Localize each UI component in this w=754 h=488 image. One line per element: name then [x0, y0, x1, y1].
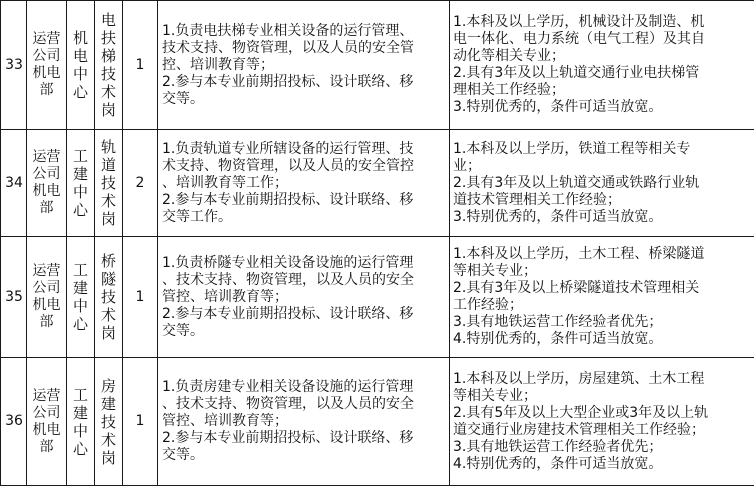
duty-line: 1.负责房建专业相关设备设施的运行管理 — [162, 379, 414, 395]
duty-line: 2.参与本专业前期招投标、设计联络、移 — [162, 73, 414, 90]
center-char: 中 — [72, 297, 88, 315]
post-char: 术 — [100, 430, 116, 449]
center-char: 建 — [72, 279, 88, 297]
post-char: 道 — [100, 156, 116, 174]
requirement-line: 理相关工作经验； — [453, 82, 565, 98]
duty-line: 技术支持、物资管理，以及人员的安全管 — [162, 39, 414, 56]
duty-line: 2.参与本专业前期招投标、设计联络、移 — [162, 305, 414, 322]
post-char: 轨 — [100, 138, 116, 156]
requirement-line: 3.具有地铁运营工作经验者优先； — [453, 438, 663, 455]
post-char: 岗 — [100, 324, 116, 342]
company-cell: 运营公司机电部 — [27, 1, 67, 130]
post-char: 扶 — [100, 29, 116, 47]
post-char: 技 — [100, 288, 116, 306]
requirement-line: 2.具有5年及以上大型企业或3年及以上轨 — [453, 404, 709, 421]
duty-line: 2.参与本专业前期招投标、设计联络、移 — [162, 430, 414, 446]
center-cell — [67, 1, 95, 130]
duty-line: 、技术支持、物资管理，以及人员的安全 — [162, 396, 414, 412]
center-char: 机 — [72, 29, 88, 47]
row-number: 34 — [1, 130, 27, 237]
post-char: 术 — [100, 192, 116, 210]
center-char: 心 — [72, 315, 88, 333]
duty-line: 、培训教育等工作； — [162, 174, 288, 191]
headcount-cell: 1 — [123, 1, 158, 130]
row-number: 36 — [1, 358, 27, 486]
post-char: 术 — [100, 306, 116, 324]
post-char: 岗 — [100, 101, 116, 119]
requirements-cell — [450, 130, 754, 237]
requirement-line: 等相关专业； — [453, 387, 537, 404]
table-row — [1, 237, 754, 358]
requirement-line: 2.具有3年及以上轨道交通行业电扶梯管 — [453, 65, 700, 81]
headcount-cell: 1 — [123, 237, 158, 358]
duty-line: 1.负责电扶梯专业相关设备的运行管理、 — [162, 22, 414, 39]
headcount-cell: 1 — [123, 358, 158, 486]
post-char: 桥 — [100, 252, 116, 270]
center-char: 中 — [72, 421, 88, 440]
center-char: 心 — [72, 439, 88, 458]
post-char: 技 — [100, 65, 116, 83]
duty-line: 控、培训教育等； — [162, 56, 274, 73]
center-char: 电 — [72, 47, 88, 65]
center-char: 中 — [72, 183, 88, 201]
duty-line: 管控、培训教育等； — [162, 413, 288, 429]
requirement-line: 等相关专业； — [453, 263, 537, 279]
center-char: 工 — [72, 385, 88, 404]
post-char: 建 — [100, 394, 116, 413]
company-cell: 运营公司机电部 — [27, 130, 67, 237]
requirement-line: 3.特别优秀的，条件可适当放宽。 — [453, 99, 663, 115]
requirement-line: 2.具有3年及以上轨道交通或铁路行业轨 — [453, 174, 700, 191]
requirements-cell — [450, 1, 754, 130]
headcount-cell: 2 — [123, 130, 158, 237]
center-char: 工 — [72, 261, 88, 279]
center-char: 心 — [72, 201, 88, 219]
duty-line: 1.负责桥隧专业相关设备设施的运行管理 — [162, 254, 414, 271]
requirement-line: 动化等相关专业； — [453, 48, 565, 64]
requirement-line: 道技术管理相关工作经验； — [453, 191, 621, 208]
post-cell — [95, 130, 123, 237]
requirement-line: 1.本科及以上学历，房屋建筑、土木工程 — [453, 370, 705, 387]
duty-line: 术支持、物资管理，以及人员的安全管控 — [162, 157, 414, 174]
center-char: 工 — [72, 147, 88, 165]
center-cell — [67, 237, 95, 358]
center-char: 心 — [72, 83, 88, 101]
center-cell — [67, 358, 95, 486]
center-char: 中 — [72, 65, 88, 83]
post-char: 岗 — [100, 210, 116, 228]
duty-line: 交等。 — [162, 447, 204, 463]
post-cell — [95, 237, 123, 358]
requirement-line: 工作经验； — [453, 297, 523, 313]
company-cell: 运营公司机电部 — [27, 237, 67, 358]
duty-line: 交等工作。 — [162, 208, 232, 225]
post-char: 房 — [100, 376, 116, 395]
duties-cell — [158, 358, 450, 486]
center-char: 建 — [72, 403, 88, 422]
center-cell — [67, 130, 95, 237]
duty-line: 1.负责轨道专业所辖设备的运行管理、技 — [162, 140, 414, 157]
requirement-line: 1.本科及以上学历，机械设计及制造、机 — [453, 14, 705, 30]
requirement-line: 4.特别优秀的，条件可适当放宽。 — [453, 455, 663, 472]
duties-cell — [158, 130, 450, 237]
row-number: 35 — [1, 237, 27, 358]
table-row — [1, 130, 754, 237]
post-char: 梯 — [100, 47, 116, 65]
post-char: 技 — [100, 412, 116, 431]
requirement-line: 4.特别优秀的，条件可适当放宽。 — [453, 331, 663, 347]
requirement-line: 2.具有3年及以上桥梁隧道技术管理相关 — [453, 280, 700, 296]
post-char: 隧 — [100, 270, 116, 288]
post-cell — [95, 358, 123, 486]
company-cell: 运营公司机电部 — [27, 358, 67, 486]
duty-line: 2.参与本专业前期招投标、设计联络、移 — [162, 191, 414, 208]
requirements-cell — [450, 237, 754, 358]
requirement-line: 1.本科及以上学历，铁道工程等相关专 — [453, 140, 691, 157]
duties-cell — [158, 1, 450, 130]
duty-line: 交等。 — [162, 90, 204, 107]
requirement-line: 业； — [453, 157, 481, 174]
table-row — [1, 358, 754, 486]
duties-cell — [158, 237, 450, 358]
post-cell — [95, 1, 123, 130]
requirements-cell — [450, 358, 754, 486]
duty-line: 交等。 — [162, 322, 204, 339]
duty-line: 、技术支持、物资管理，以及人员的安全 — [162, 271, 414, 288]
post-char: 电 — [100, 11, 116, 29]
center-char: 建 — [72, 165, 88, 183]
requirement-line: 道交通行业房建技术管理相关工作经验； — [453, 421, 705, 438]
requirement-line: 3.特别优秀的，条件可适当放宽。 — [453, 208, 663, 225]
requirement-line: 1.本科及以上学历，土木工程、桥梁隧道 — [453, 246, 705, 262]
post-char: 技 — [100, 174, 116, 192]
duty-line: 管控、培训教育等； — [162, 288, 288, 305]
table-row — [1, 1, 754, 130]
post-char: 术 — [100, 83, 116, 101]
post-char: 岗 — [100, 448, 116, 467]
row-number: 33 — [1, 1, 27, 130]
requirement-line: 3.具有地铁运营工作经验者优先； — [453, 314, 663, 330]
requirement-line: 电一体化、电力系统（电气工程）及其自 — [453, 31, 705, 47]
